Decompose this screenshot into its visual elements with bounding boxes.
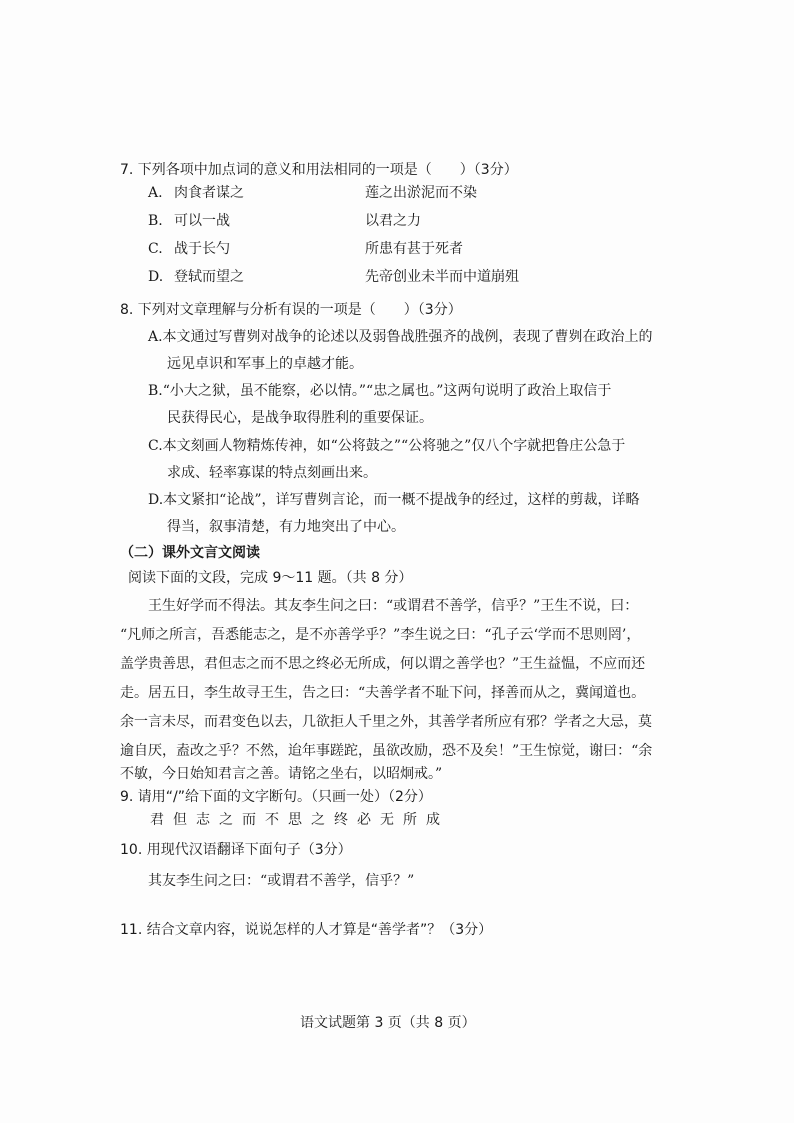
option-label: D. bbox=[148, 269, 164, 285]
passage-line: 余一言未尽，而君变色以去，几欲拒人千里之外，其善学者所应有邪？学者之大忌，莫 bbox=[120, 714, 652, 730]
q8-line: 得当，叙事清楚，有力地突出了中心。 bbox=[167, 519, 405, 535]
option-label: B. bbox=[148, 213, 163, 229]
option-left: 登轼而望之 bbox=[174, 269, 244, 285]
q10-text: 其友李生问之曰：“或谓君不善学，信乎？” bbox=[148, 873, 415, 889]
option-label: C. bbox=[148, 241, 163, 257]
option-right: 以君之力 bbox=[365, 213, 421, 229]
passage-line: 王生好学而不得法。其友李生问之曰：“或谓君不善学，信乎？”王生不说，曰： bbox=[148, 598, 639, 614]
q8-line: C.本文刻画人物精炼传神，如“公将鼓之”“公将驰之”仅八个字就把鲁庄公急于 bbox=[148, 438, 626, 454]
q8-line: 民获得民心，是战争取得胜利的重要保证。 bbox=[167, 410, 433, 426]
option-right: 所患有甚于死者 bbox=[365, 241, 463, 257]
q8-line: 远见卓识和军事上的卓越才能。 bbox=[167, 356, 363, 372]
option-right: 先帝创业未半而中道崩殂 bbox=[365, 269, 519, 285]
passage-line: 逾自厌，盍改之乎？不然，迨年事蹉跎，虽欲改励，恐不及矣！”王生惊觉，谢曰：“余 bbox=[120, 743, 653, 759]
q8-line: A.本文通过写曹刿对战争的论述以及弱鲁战胜强齐的战例，表现了曹刿在政治上的 bbox=[148, 329, 653, 345]
option-left: 肉食者谋之 bbox=[174, 185, 244, 201]
option-right: 莲之出淤泥而不染 bbox=[365, 185, 477, 201]
q9-text: 君但志之而不思之终必无所成 bbox=[150, 812, 449, 828]
page-footer: 语文试题第 3 页（共 8 页） bbox=[300, 1015, 476, 1031]
q9-stem: 9. 请用“/”给下面的文字断句。（只画一处）（2分） bbox=[120, 789, 432, 805]
section-title: （二）课外文言文阅读 bbox=[120, 545, 260, 561]
q8-line: D.本文紧扣“论战”，详写曹刿言论，而一概不提战争的经过，这样的剪裁，详略 bbox=[148, 492, 640, 508]
q8-line: B.“小大之狱，虽不能察，必以情。”“忠之属也。”这两句说明了政治上取信于 bbox=[148, 383, 612, 399]
q8-stem: 8. 下列对文章理解与分析有误的一项是（ ）（3分） bbox=[120, 302, 462, 318]
q11-stem: 11. 结合文章内容，说说怎样的人才算是“善学者”？（3分） bbox=[120, 922, 493, 938]
option-label: A. bbox=[148, 185, 163, 201]
option-left: 战于长勺 bbox=[174, 241, 230, 257]
passage-line: 盖学贵善思，君但志之而不思之终必无所成，何以谓之善学也？”王生益愠，不应而还 bbox=[120, 656, 646, 672]
passage-line: 走。居五日，李生故寻王生，告之曰：“夫善学者不耻下问，择善而从之，冀闻道也。 bbox=[120, 685, 646, 701]
section-instruction: 阅读下面的文段，完成 9～11 题。（共 8 分） bbox=[128, 570, 413, 586]
passage-line: “凡师之所言，吾悉能志之，是不亦善学乎？”李生说之曰：“孔子云‘学而不思则罔’， bbox=[120, 627, 641, 643]
passage-line: 不敏，今日始知君言之善。请铭之坐右，以昭炯戒。” bbox=[120, 766, 443, 782]
q10-stem: 10. 用现代汉语翻译下面句子（3分） bbox=[120, 842, 352, 858]
option-left: 可以一战 bbox=[174, 213, 230, 229]
q8-line: 求成、轻率寡谋的特点刻画出来。 bbox=[167, 465, 377, 481]
q7-stem: 7. 下列各项中加点词的意义和用法相同的一项是（ ）（3分） bbox=[120, 162, 518, 178]
